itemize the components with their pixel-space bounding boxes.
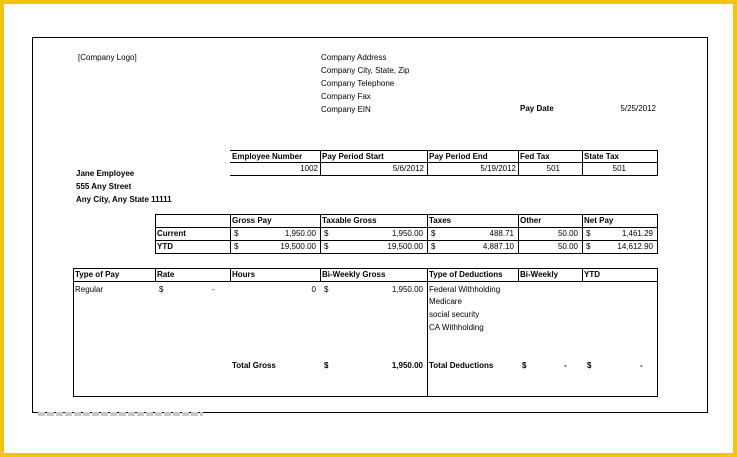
pay-period-start-value: 5/6/2012 (392, 164, 424, 173)
currency-symbol: $ (234, 229, 239, 238)
total-deductions-ytd: - (640, 361, 643, 370)
deduction-federal-withholding: Federal Withholding (429, 285, 501, 294)
total-deductions-bi-weekly: - (564, 361, 567, 370)
currency-symbol: $ (431, 229, 436, 238)
currency-symbol: $ (159, 285, 164, 294)
currency-symbol: $ (234, 242, 239, 251)
summary-header-taxes: Taxes (429, 216, 452, 225)
ytd-other: 50.00 (557, 242, 578, 251)
currency-symbol: $ (431, 242, 436, 251)
faint-footer-text (38, 412, 203, 416)
current-other: 50.00 (557, 229, 578, 238)
pay-date-label: Pay Date (520, 104, 554, 113)
total-deductions-label: Total Deductions (429, 361, 494, 370)
currency-symbol: $ (324, 361, 329, 370)
company-address: Company Address (321, 53, 387, 62)
currency-symbol: $ (587, 361, 592, 370)
summary-header-other: Other (520, 216, 542, 225)
summary-row-label-ytd: YTD (157, 242, 173, 251)
currency-symbol: $ (586, 242, 591, 251)
currency-symbol: $ (324, 285, 329, 294)
state-tax-value: 501 (612, 164, 626, 173)
employee-number-value: 1002 (300, 164, 318, 173)
employee-street: 555 Any Street (76, 182, 132, 191)
deduction-ca-withholding: CA Withholding (429, 323, 484, 332)
pay-date-value: 5/25/2012 (620, 104, 656, 113)
info-header-state-tax: State Tax (584, 152, 619, 161)
pay-type-regular: Regular (75, 285, 104, 294)
ytd-net-pay: 14,612.90 (617, 242, 653, 251)
detail-header-bi-weekly: Bi-Weekly (520, 270, 559, 279)
ytd-taxable-gross: 19,500.00 (387, 242, 423, 251)
company-city-state-zip: Company City, State, Zip (321, 66, 410, 75)
company-ein: Company EIN (321, 105, 371, 114)
currency-symbol: $ (586, 229, 591, 238)
summary-header-gross-pay: Gross Pay (232, 216, 272, 225)
regular-hours-value: 0 (311, 285, 316, 294)
summary-header-net-pay: Net Pay (584, 216, 614, 225)
current-net-pay: 1,461.29 (621, 229, 653, 238)
regular-rate-value: - (212, 285, 215, 294)
ytd-taxes: 4,887.10 (482, 242, 514, 251)
current-taxable-gross: 1,950.00 (391, 229, 423, 238)
info-header-pay-period-end: Pay Period End (429, 152, 488, 161)
currency-symbol: $ (324, 229, 329, 238)
detail-header-rate: Rate (157, 270, 175, 279)
current-taxes: 488.71 (489, 229, 514, 238)
detail-header-bi-weekly-gross: Bi-Weekly Gross (322, 270, 386, 279)
total-gross-value: 1,950.00 (391, 361, 423, 370)
company-telephone: Company Telephone (321, 79, 395, 88)
employee-name: Jane Employee (76, 169, 135, 178)
regular-bi-weekly-gross: 1,950.00 (391, 285, 423, 294)
company-fax: Company Fax (321, 92, 371, 101)
pay-stub-sheet (4, 4, 733, 453)
info-header-employee-number: Employee Number (232, 152, 303, 161)
detail-header-type-of-deductions: Type of Deductions (429, 270, 503, 279)
currency-symbol: $ (324, 242, 329, 251)
total-gross-label: Total Gross (232, 361, 276, 370)
company-logo-placeholder: [Company Logo] (78, 53, 137, 62)
summary-header-taxable-gross: Taxable Gross (322, 216, 377, 225)
ytd-gross-pay: 19,500.00 (280, 242, 316, 251)
current-gross-pay: 1,950.00 (284, 229, 316, 238)
fed-tax-value: 501 (546, 164, 560, 173)
detail-header-type-of-pay: Type of Pay (75, 270, 120, 279)
detail-header-ytd: YTD (584, 270, 600, 279)
pay-period-end-value: 5/19/2012 (480, 164, 516, 173)
deduction-medicare: Medicare (429, 297, 462, 306)
info-header-fed-tax: Fed Tax (520, 152, 550, 161)
currency-symbol: $ (522, 361, 527, 370)
employee-city: Any City, Any State 11111 (76, 195, 172, 204)
info-header-pay-period-start: Pay Period Start (322, 152, 384, 161)
summary-row-label-current: Current (157, 229, 186, 238)
deduction-social-security: social security (429, 310, 480, 319)
detail-header-hours: Hours (232, 270, 256, 279)
